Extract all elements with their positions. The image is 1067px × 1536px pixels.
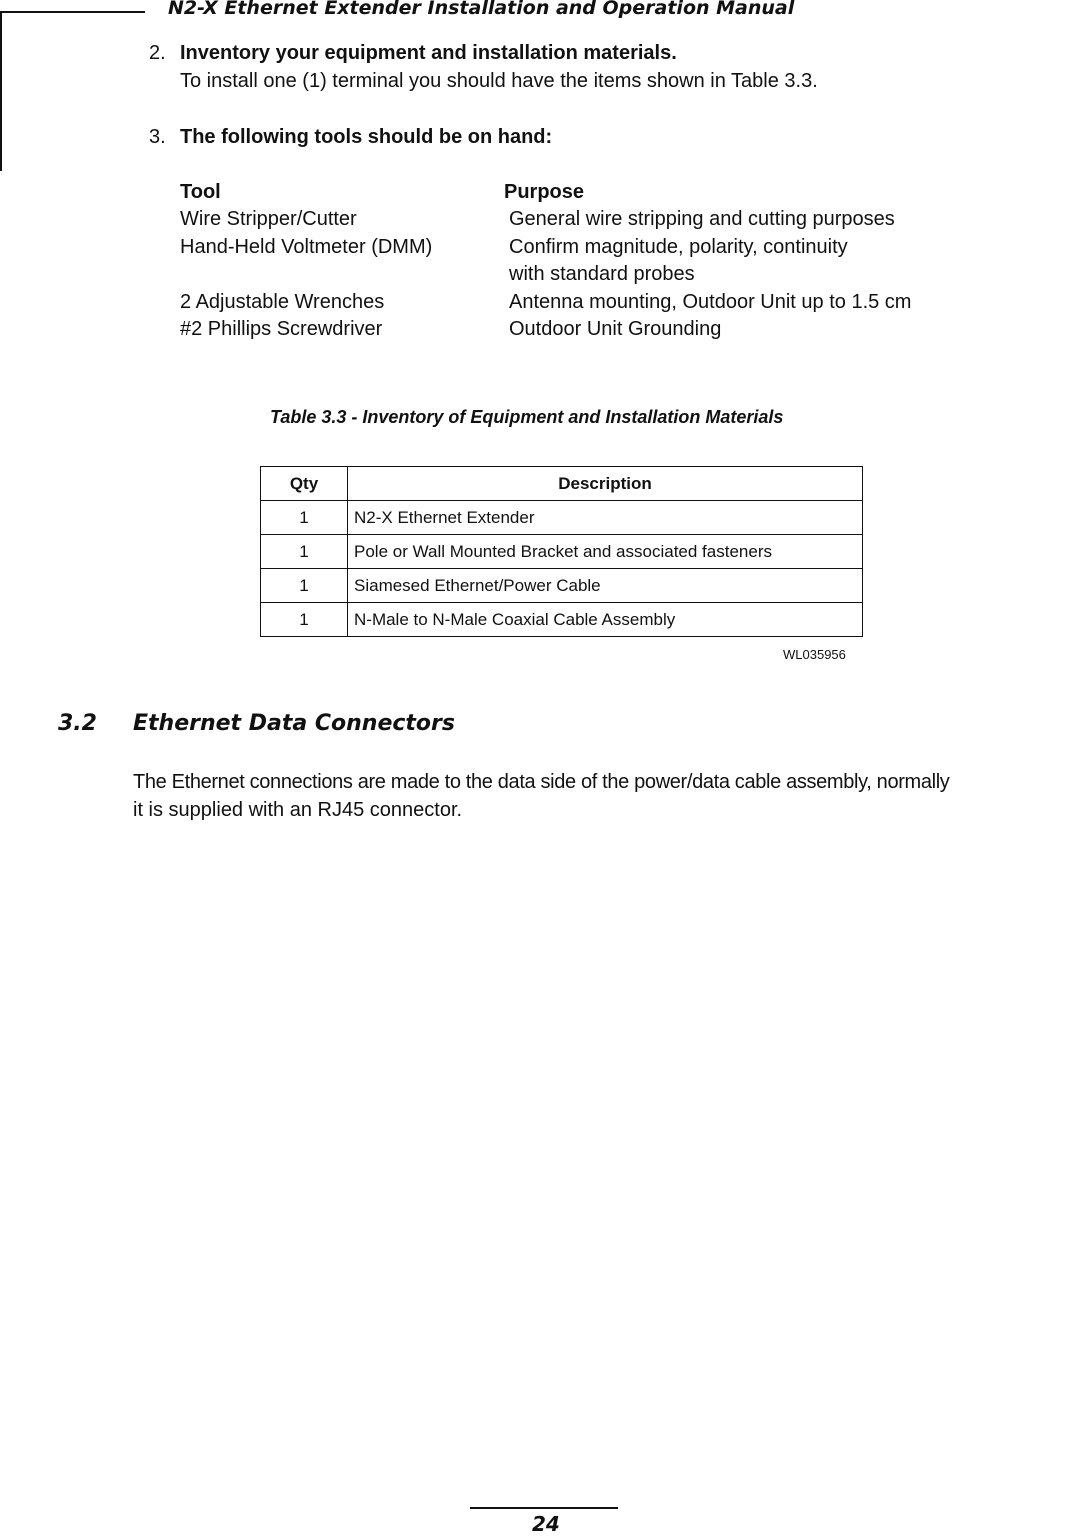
section-number: 3.2 (58, 711, 97, 736)
column-header-qty: Qty (261, 467, 348, 501)
description-cell: N2-X Ethernet Extender (348, 501, 863, 535)
table-row (261, 501, 863, 535)
step-2-number: 2. (149, 42, 166, 64)
table-row (261, 569, 863, 603)
figure-reference: WL035956 (783, 647, 846, 662)
section-paragraph-line-1: The Ethernet connections are made to the data side of the power/data cable assembly, normally (133, 771, 950, 793)
footer-rule (470, 1507, 618, 1509)
header-rule (0, 11, 145, 13)
tool-name: #2 Phillips Screwdriver (180, 318, 383, 340)
document-title: N2-X Ethernet Extender Installation and Operation Manual (168, 0, 795, 19)
qty-cell: 1 (261, 535, 348, 569)
step-3-title: The following tools should be on hand: (180, 126, 553, 148)
description-cell: Siamesed Ethernet/Power Cable (348, 569, 863, 603)
qty-cell: 1 (261, 501, 348, 535)
qty-cell: 1 (261, 569, 348, 603)
step-2-title: Inventory your equipment and installation materials. (180, 42, 677, 64)
tool-purpose: Antenna mounting, Outdoor Unit up to 1.5 cm (509, 291, 912, 313)
inventory-table (260, 466, 863, 637)
tool-purpose: General wire stripping and cutting purposes (509, 208, 895, 230)
tool-name: 2 Adjustable Wrenches (180, 291, 385, 313)
tools-header-purpose: Purpose (504, 181, 585, 203)
table-row (261, 535, 863, 569)
step-2-body: To install one (1) terminal you should have the items shown in Table 3.3. (180, 70, 818, 92)
step-3-number: 3. (149, 126, 166, 148)
description-cell: Pole or Wall Mounted Bracket and associated fasteners (348, 535, 863, 569)
tool-purpose: Outdoor Unit Grounding (509, 318, 722, 340)
column-header-description: Description (348, 467, 863, 501)
tool-name: Hand-Held Voltmeter (DMM) (180, 236, 433, 258)
page-number: 24 (532, 1512, 560, 1536)
table-header-row (261, 467, 863, 501)
section-paragraph-line-2: it is supplied with an RJ45 connector. (133, 799, 463, 821)
table-caption: Table 3.3 - Inventory of Equipment and Installation Materials (270, 407, 784, 427)
section-title: Ethernet Data Connectors (133, 711, 455, 736)
description-cell: N-Male to N-Male Coaxial Cable Assembly (348, 603, 863, 637)
header-side-rule (0, 11, 2, 171)
tool-purpose: Confirm magnitude, polarity, continuity (509, 236, 848, 258)
table-row (261, 603, 863, 637)
tool-purpose-continued: with standard probes (509, 263, 695, 285)
tools-header-tool: Tool (180, 181, 221, 203)
qty-cell: 1 (261, 603, 348, 637)
tool-name: Wire Stripper/Cutter (180, 208, 357, 230)
